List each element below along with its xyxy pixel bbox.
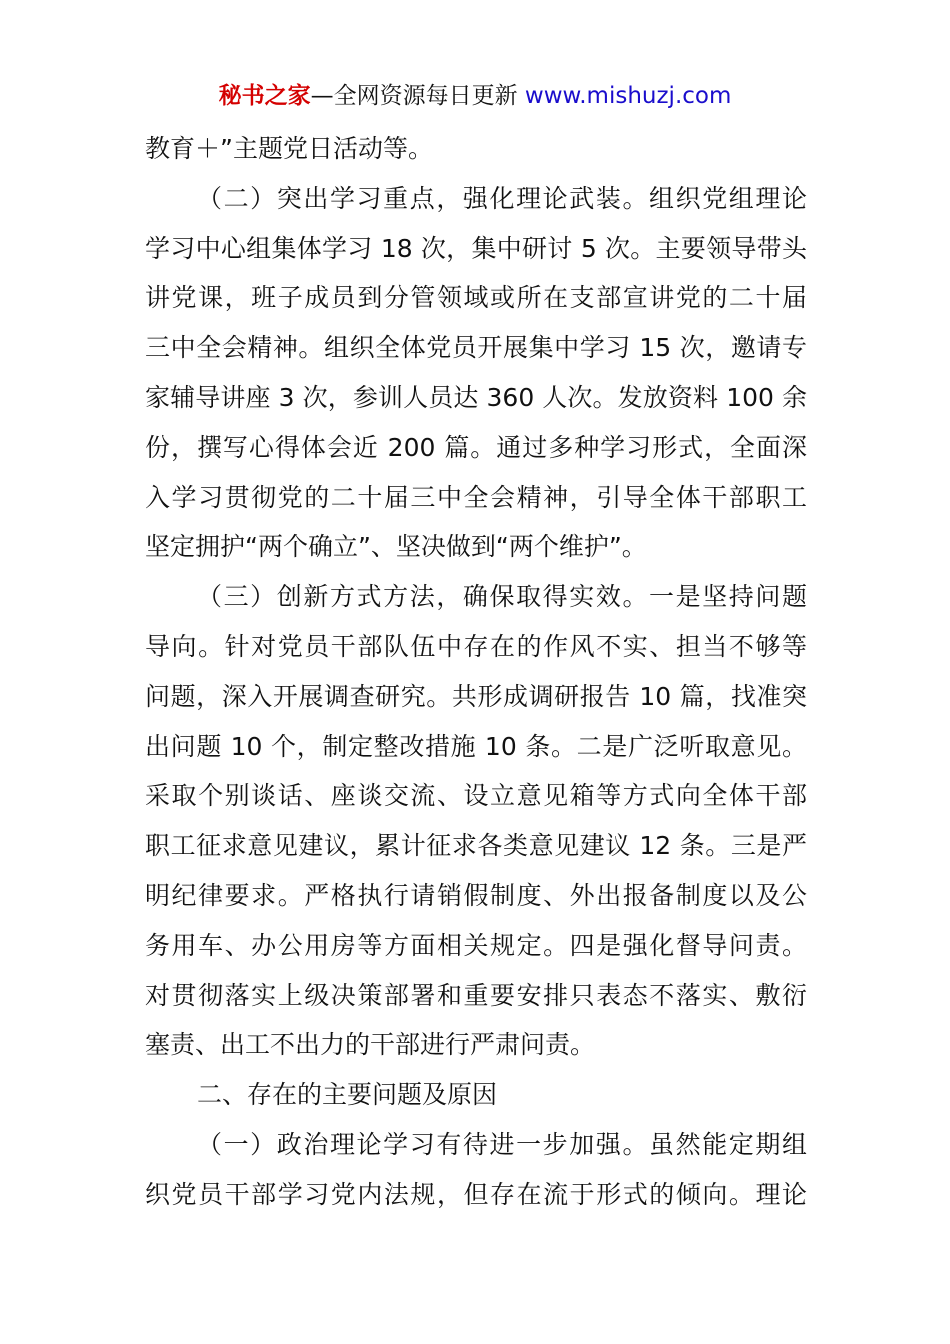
chapter-heading-line: 二、存在的主要问题及原因 bbox=[197, 1080, 498, 1110]
paragraph-line: 职工征求意见建议，累计征求各类意见建议 12 条。三是严 bbox=[145, 831, 807, 861]
paragraph-line: 对贯彻落实上级决策部署和重要安排只表态不落实、敷衍 bbox=[145, 980, 807, 1010]
paragraph-line: 学习中心组集体学习 18 次，集中研讨 5 次。主要领导带头 bbox=[145, 233, 807, 263]
section-heading-line: （三）创新方式方法，确保取得实效。一是坚持问题 bbox=[197, 582, 807, 612]
paragraph-line: 织党员干部学习党内法规，但存在流于形式的倾向。理论 bbox=[145, 1179, 807, 1209]
site-url-link[interactable]: www.mishuzj.com bbox=[524, 83, 732, 109]
paragraph-line: 塞责、出工不出力的干部进行严肃问责。 bbox=[145, 1030, 596, 1060]
paragraph-line: 出问题 10 个，制定整改措施 10 条。二是广泛听取意见。 bbox=[145, 731, 807, 761]
paragraph-line: 坚定拥护“两个确立”、坚决做到“两个维护”。 bbox=[145, 532, 647, 562]
paragraph-line: 导向。针对党员干部队伍中存在的作风不实、担当不够等 bbox=[145, 631, 807, 661]
paragraph-line: 入学习贯彻党的二十届三中全会精神，引导全体干部职工 bbox=[145, 482, 807, 512]
paragraph-line: 明纪律要求。严格执行请销假制度、外出报备制度以及公 bbox=[145, 880, 807, 910]
header-separator: — bbox=[310, 83, 334, 109]
paragraph-line: 三中全会精神。组织全体党员开展集中学习 15 次，邀请专 bbox=[145, 333, 807, 363]
site-brand: 秘书之家 bbox=[218, 83, 311, 109]
site-header bbox=[0, 80, 950, 112]
section-heading-line: （一）政治理论学习有待进一步加强。虽然能定期组 bbox=[197, 1129, 807, 1159]
paragraph-line: 份，撰写心得体会近 200 篇。通过多种学习形式，全面深 bbox=[145, 432, 807, 462]
paragraph-line: 讲党课，班子成员到分管领域或所在支部宣讲党的二十届 bbox=[145, 283, 807, 313]
paragraph-line: 采取个别谈话、座谈交流、设立意见箱等方式向全体干部 bbox=[145, 781, 807, 811]
paragraph-line: 家辅导讲座 3 次，参训人员达 360 人次。发放资料 100 余 bbox=[145, 382, 807, 412]
section-heading-line: （二）突出学习重点，强化理论武装。组织党组理论 bbox=[197, 183, 807, 213]
paragraph-line: 问题，深入开展调查研究。共形成调研报告 10 篇，找准突 bbox=[145, 681, 807, 711]
site-tagline: 全网资源每日更新 bbox=[333, 83, 518, 109]
paragraph-line: 教育＋”主题党日活动等。 bbox=[145, 134, 433, 163]
document-body bbox=[145, 124, 807, 1220]
paragraph-line: 务用车、办公用房等方面相关规定。四是强化督导问责。 bbox=[145, 930, 807, 960]
